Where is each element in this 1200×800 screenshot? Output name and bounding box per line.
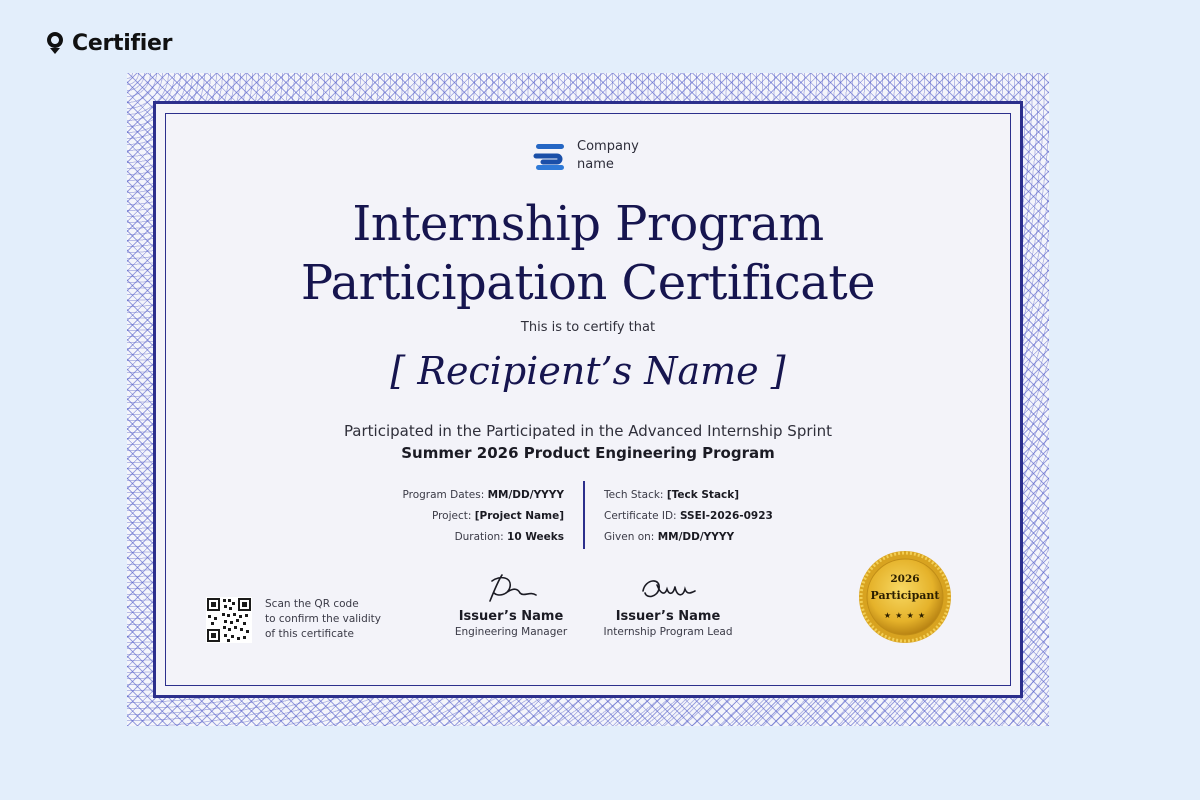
brand-logo [44,30,172,56]
signature-block-2 [588,571,748,638]
certify-text: This is to certify that [520,320,656,335]
seal-stars: ★ ★ ★ ★ [883,611,927,620]
brand-name: Certifier [72,30,173,56]
signature-1-name: Issuer’s Name [458,609,564,624]
detail-row: Certificate ID: SSEI-2026-0923 [604,510,773,522]
detail-row: Duration: 10 Weeks [454,531,564,543]
certifier-logo-icon [44,30,66,56]
signature-2-role: Internship Program Lead [603,626,733,638]
qr-instructions: Scan the QR code to confirm the validity of this certificate [265,598,382,640]
signature-block-1 [431,571,591,638]
detail-row: Project: [Project Name] [431,510,564,522]
detail-row: Given on: MM/DD/YYYY [604,531,735,543]
certificate [127,73,1049,726]
seal-year: 2026 [890,573,920,585]
qr-code-icon[interactable] [206,597,252,643]
details-left [402,485,564,548]
recipient-name: [ Recipient’s Name ] [390,349,786,393]
participant-seal [857,549,953,645]
details-right [604,485,773,548]
signature-2-icon [633,571,703,607]
company-name: Company name [577,139,639,172]
details-divider [583,481,585,549]
company-logo-icon [533,139,567,173]
program-name: Summer 2026 Product Engineering Program [401,444,775,462]
certificate-title-line2: Participation Certificate [300,255,876,311]
signature-1-role: Engineering Manager [454,626,568,638]
detail-row: Program Dates: MM/DD/YYYY [402,489,564,501]
signature-1-icon [476,571,546,607]
description: Participated in the Participated in the Advanced Internship Sprint [343,422,833,440]
certificate-title-line1: Internship Program [352,196,824,252]
detail-row: Tech Stack: [Teck Stack] [604,489,740,501]
signature-2-name: Issuer’s Name [615,609,721,624]
company-logo [533,138,639,174]
seal-label: Participant [870,589,940,602]
